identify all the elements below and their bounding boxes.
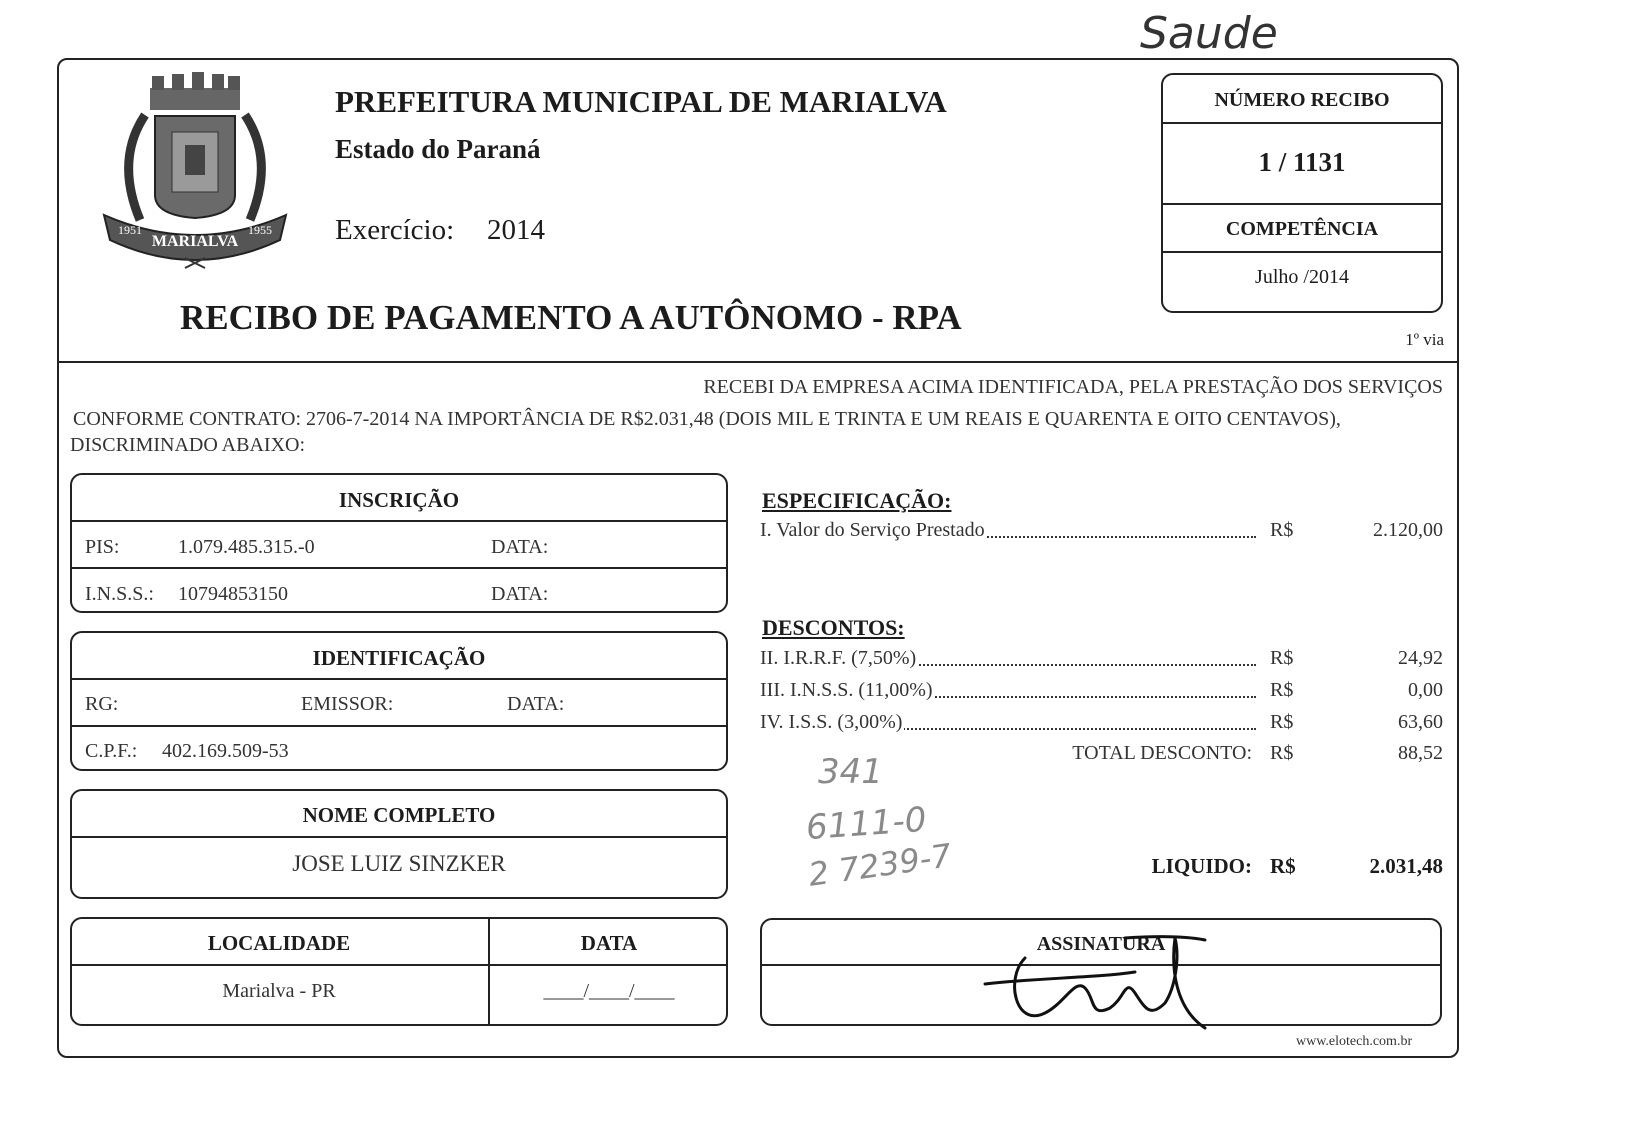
desconto-row bbox=[760, 647, 1443, 673]
identificacao-title: IDENTIFICAÇÃO bbox=[312, 646, 486, 670]
competence-value: Julho /2014 bbox=[1255, 266, 1349, 288]
desconto-row bbox=[760, 711, 1443, 737]
seal-branch-left bbox=[129, 115, 145, 220]
total-desconto-currency: R$ bbox=[1270, 742, 1294, 764]
desconto-row-value: 0,00 bbox=[1408, 679, 1443, 701]
liquido-currency: R$ bbox=[1270, 854, 1296, 878]
inscricao-title: INSCRIÇÃO bbox=[338, 488, 460, 512]
total-desconto-value: 88,52 bbox=[1398, 742, 1443, 764]
competence-label: COMPETÊNCIA bbox=[1225, 218, 1379, 240]
especificacao-row-label: I. Valor do Serviço Prestado bbox=[760, 519, 985, 541]
desconto-row-currency: R$ bbox=[1270, 647, 1294, 669]
especificacao-row-value: 2.120,00 bbox=[1373, 519, 1443, 541]
org-name: PREFEITURA MUNICIPAL DE MARIALVA bbox=[335, 84, 947, 119]
exercise-label: Exercício: bbox=[335, 214, 455, 246]
desconto-row-label: III. I.N.S.S. (11,00%) bbox=[760, 679, 933, 701]
inss-label: I.N.S.S.: bbox=[85, 583, 154, 605]
receipt-number-label: NÚMERO RECIBO bbox=[1214, 89, 1390, 111]
document-title: RECIBO DE PAGAMENTO A AUTÔNOMO - RPA bbox=[180, 298, 962, 337]
liquido-row bbox=[760, 854, 1443, 882]
copy-label: 1º via bbox=[1405, 330, 1444, 349]
especificacao-title: ESPECIFICAÇÃO: bbox=[762, 488, 952, 513]
state-name: Estado do Paraná bbox=[335, 134, 541, 164]
desconto-row-value: 63,60 bbox=[1398, 711, 1443, 733]
especificacao-row bbox=[760, 519, 1443, 545]
municipal-seal bbox=[100, 70, 290, 270]
exercise-year: 2014 bbox=[487, 214, 545, 246]
localidade-value: Marialva - PR bbox=[222, 980, 336, 1002]
seal-year-right: 1955 bbox=[248, 223, 272, 237]
cpf-value: 402.169.509-53 bbox=[162, 740, 289, 762]
emissor-label: EMISSOR: bbox=[301, 693, 394, 715]
statement-line-1: RECEBI DA EMPRESA ACIMA IDENTIFICADA, PELA PRESTAÇÃO DOS SERVIÇOS bbox=[703, 376, 1443, 398]
seal-branch-right bbox=[245, 115, 261, 220]
handwritten-signature bbox=[975, 918, 1215, 1038]
seal-year-left: 1951 bbox=[118, 223, 142, 237]
total-desconto-label: TOTAL DESCONTO: bbox=[1072, 742, 1252, 764]
assinatura-title: ASSINATURA bbox=[1036, 933, 1166, 955]
footer-website: www.elotech.com.br bbox=[1296, 1034, 1413, 1049]
pis-label: PIS: bbox=[85, 536, 120, 558]
pis-value: 1.079.485.315.-0 bbox=[178, 536, 315, 558]
desconto-row-currency: R$ bbox=[1270, 679, 1294, 701]
nome-title: NOME COMPLETO bbox=[302, 803, 496, 827]
data-value: ____/____/____ bbox=[543, 980, 675, 1002]
receipt-number-value: 1 / 1131 bbox=[1258, 147, 1346, 177]
liquido-label: LIQUIDO: bbox=[1151, 854, 1252, 878]
handwritten-note-3: 2 7239-7 bbox=[806, 836, 954, 894]
nome-value: JOSE LUIZ SINZKER bbox=[292, 851, 506, 876]
inss-value: 10794853150 bbox=[178, 583, 288, 605]
desconto-row-value: 24,92 bbox=[1398, 647, 1443, 669]
desconto-row-label: II. I.R.R.F. (7,50%) bbox=[760, 647, 917, 669]
desconto-row-currency: R$ bbox=[1270, 711, 1294, 733]
identificacao-date-label: DATA: bbox=[507, 693, 565, 715]
inss-date-label: DATA: bbox=[491, 583, 549, 605]
data-title: DATA bbox=[580, 931, 638, 955]
handwritten-annotation-top: Saude bbox=[1140, 8, 1278, 59]
handwritten-note-1: 341 bbox=[818, 752, 883, 792]
desconto-row-label: IV. I.S.S. (3,00%) bbox=[760, 711, 903, 733]
rg-label: RG: bbox=[85, 693, 119, 715]
statement-line-3: DISCRIMINADO ABAIXO: bbox=[70, 434, 306, 456]
cpf-label: C.P.F.: bbox=[85, 740, 138, 762]
header-divider bbox=[57, 361, 1459, 363]
seal-crown bbox=[150, 72, 240, 110]
pis-date-label: DATA: bbox=[491, 536, 549, 558]
descontos-title: DESCONTOS: bbox=[762, 615, 905, 640]
localidade-title: LOCALIDADE bbox=[207, 931, 351, 955]
statement-line-2: CONFORME CONTRATO: 2706-7-2014 NA IMPORTÂNCIA DE R$2.031,48 (DOIS MIL E TRINTA E UM REAIS E QUARENTA E OITO CENTAVOS), bbox=[73, 408, 1341, 430]
especificacao-row-currency: R$ bbox=[1270, 519, 1294, 541]
handwritten-note-2: 6111-0 bbox=[804, 799, 928, 849]
seal-banner-text: MARIALVA bbox=[151, 233, 239, 250]
liquido-value: 2.031,48 bbox=[1369, 854, 1443, 878]
desconto-row bbox=[760, 679, 1443, 705]
